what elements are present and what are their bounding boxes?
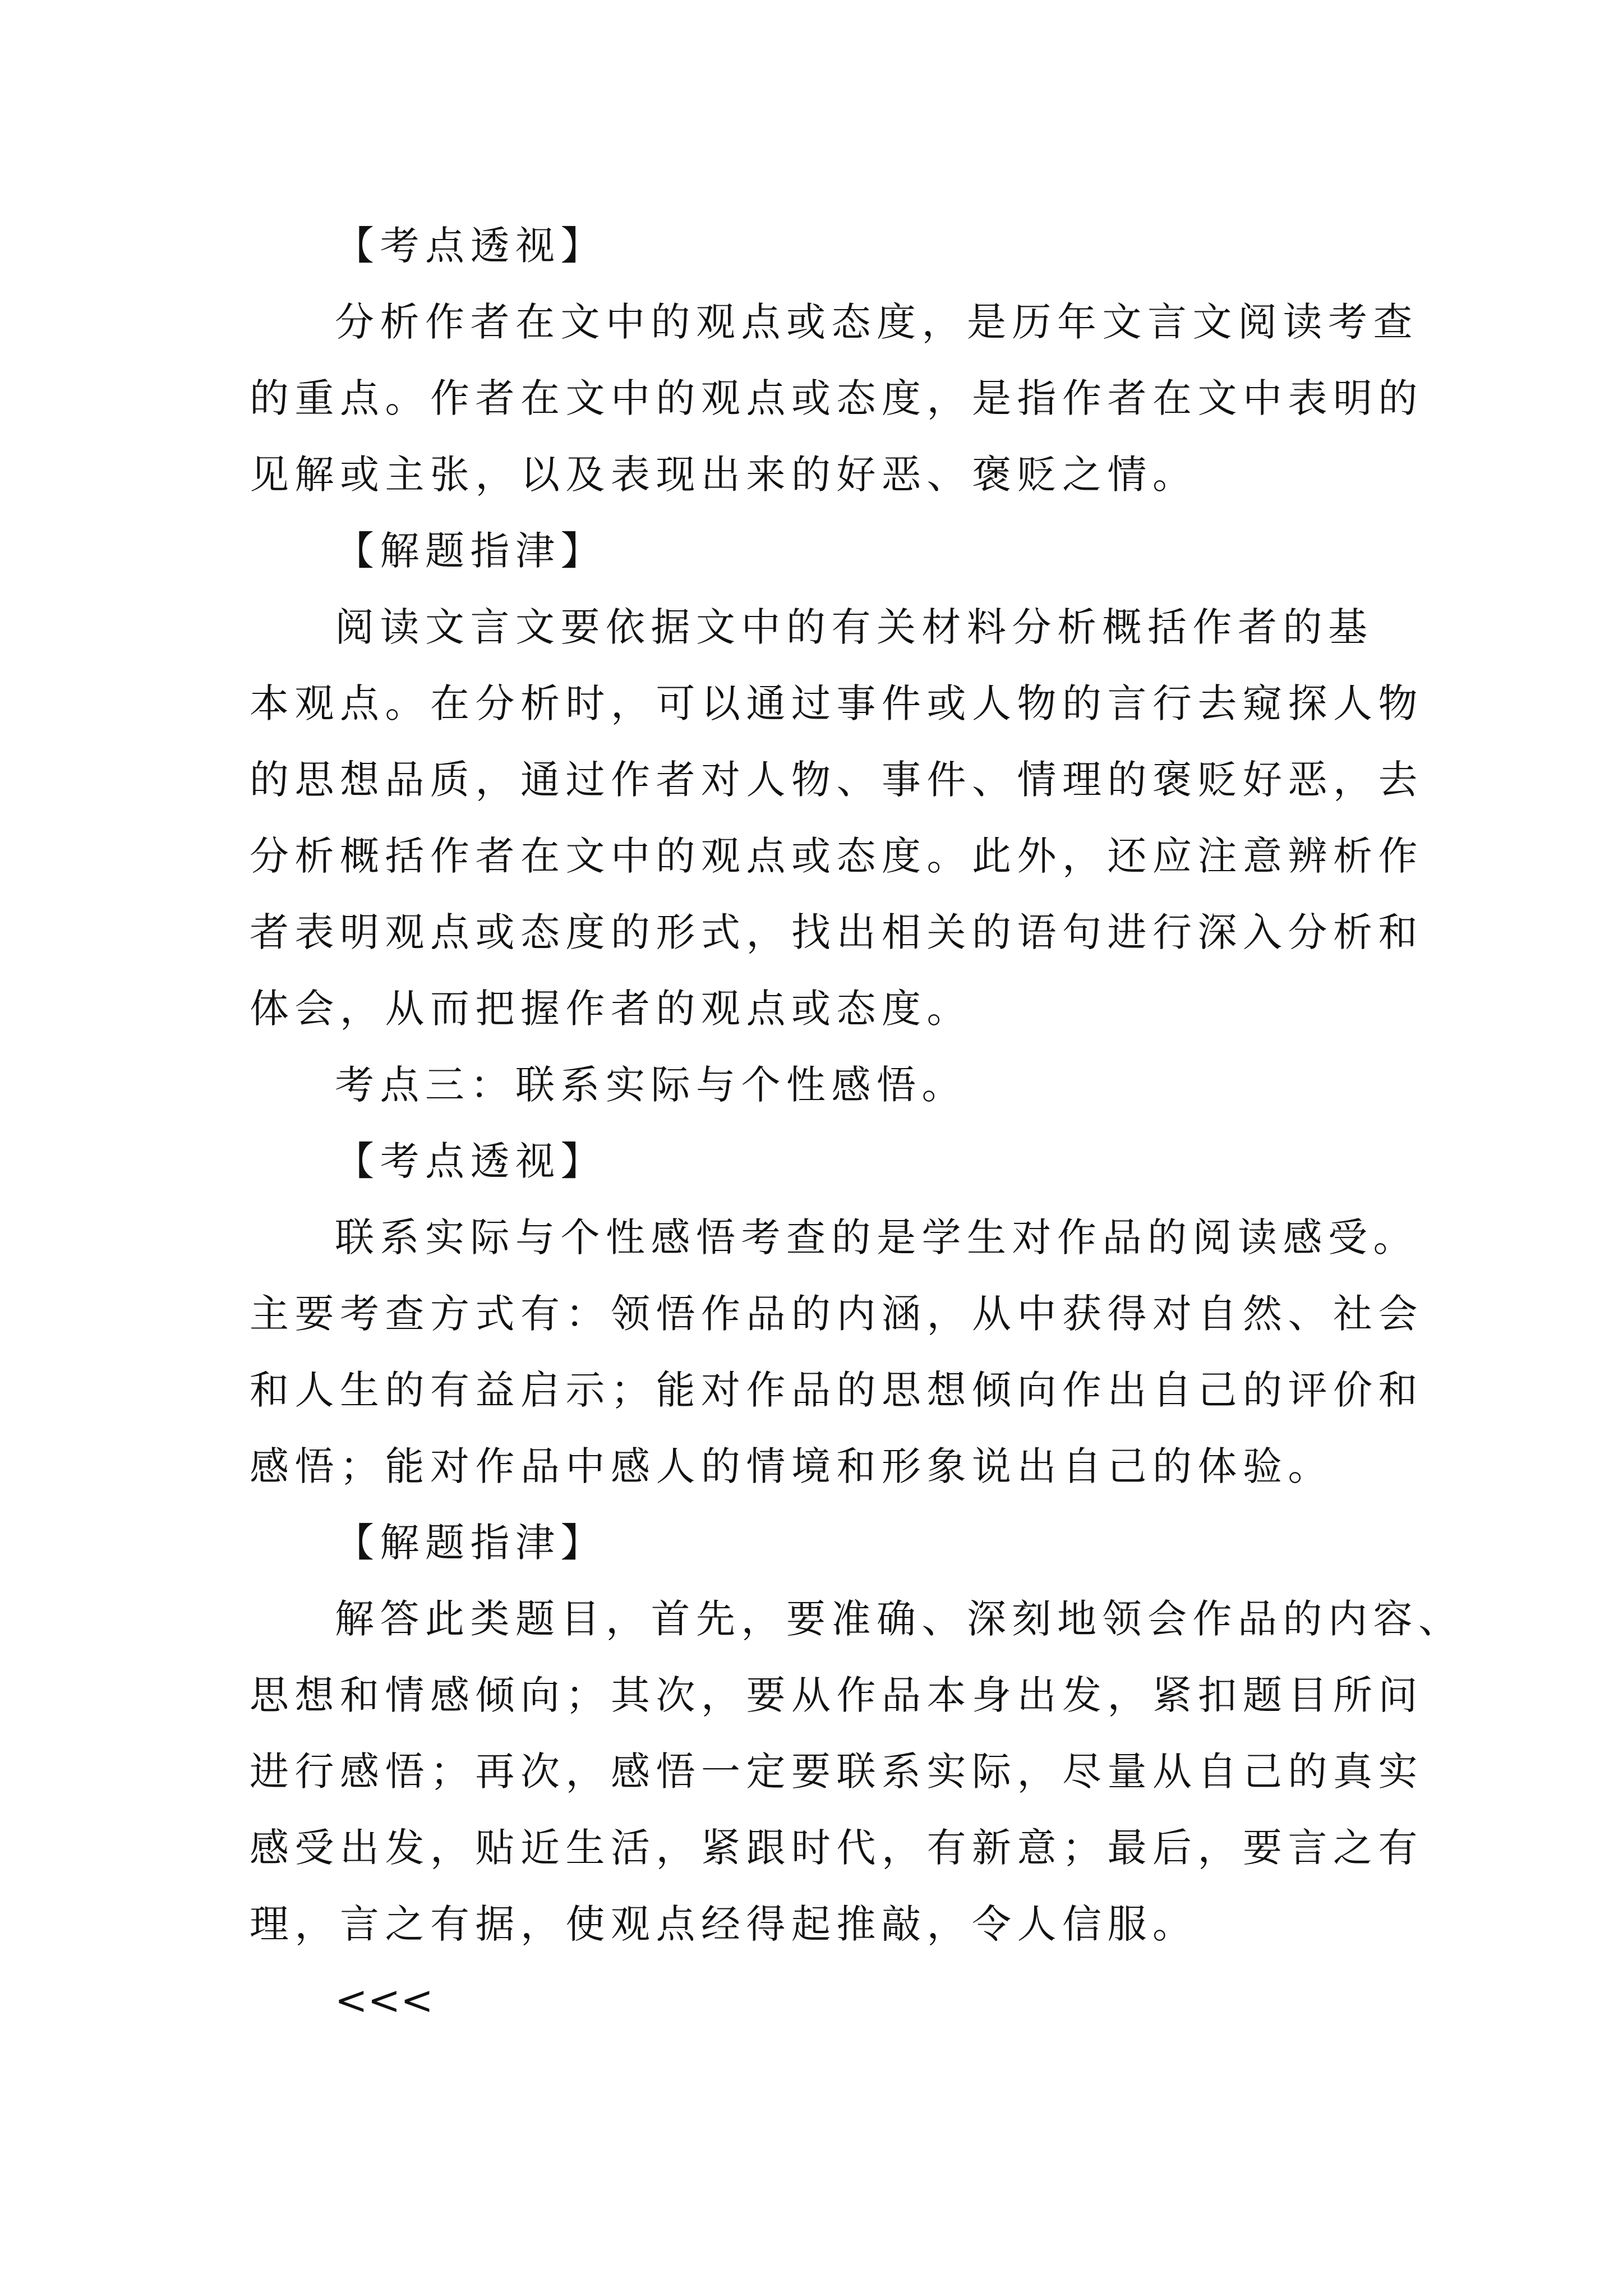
paragraph-line: 思想和情感倾向；其次，要从作品本身出发，紧扣题目所问 — [250, 1672, 1423, 1718]
paragraph-line: 的思想品质，通过作者对人物、事件、情理的褒贬好恶，去 — [250, 757, 1423, 803]
exam-point-title: 考点三：联系实际与个性感悟。 — [335, 1062, 967, 1108]
paragraph-line: 的重点。作者在文中的观点或态度，是指作者在文中表明的 — [250, 375, 1423, 421]
paragraph-line: 阅读文言文要依据文中的有关材料分析概括作者的基 — [335, 604, 1373, 650]
paragraph-line: 分析概括作者在文中的观点或态度。此外，还应注意辨析作 — [250, 833, 1423, 879]
paragraph-line: 主要考查方式有：领悟作品的内涵，从中获得对自然、社会 — [250, 1291, 1423, 1337]
paragraph-line: 分析作者在文中的观点或态度，是历年文言文阅读考查 — [335, 299, 1418, 345]
paragraph-line: 和人生的有益启示；能对作品的思想倾向作出自己的评价和 — [250, 1367, 1423, 1413]
paragraph-line: 进行感悟；再次，感悟一定要联系实际，尽量从自己的真实 — [250, 1749, 1423, 1795]
paragraph-line: 感悟；能对作品中感人的情境和形象说出自己的体验。 — [250, 1443, 1333, 1489]
paragraph-line: 本观点。在分析时，可以通过事件或人物的言行去窥探人物 — [250, 680, 1423, 726]
paragraph-line: 者表明观点或态度的形式，找出相关的语句进行深入分析和 — [250, 909, 1423, 955]
paragraph-line: 见解或主张，以及表现出来的好恶、褒贬之情。 — [250, 452, 1198, 498]
paragraph-line: 解答此类题目，首先，要准确、深刻地领会作品的内容、 — [335, 1596, 1464, 1642]
section-heading: 【考点透视】 — [335, 1138, 606, 1184]
paragraph-line: 感受出发，贴近生活，紧跟时代，有新意；最后，要言之有 — [250, 1825, 1423, 1871]
paragraph-line: 联系实际与个性感悟考查的是学生对作品的阅读感受。 — [335, 1214, 1418, 1260]
section-heading: 【解题指津】 — [335, 528, 606, 574]
end-mark: <<< — [335, 1977, 434, 2023]
paragraph-line: 理，言之有据，使观点经得起推敲，令人信服。 — [250, 1901, 1198, 1947]
section-heading: 【解题指津】 — [335, 1520, 606, 1566]
section-heading: 【考点透视】 — [335, 223, 606, 269]
document-body — [250, 208, 1464, 2039]
paragraph-line: 体会，从而把握作者的观点或态度。 — [250, 986, 972, 1032]
